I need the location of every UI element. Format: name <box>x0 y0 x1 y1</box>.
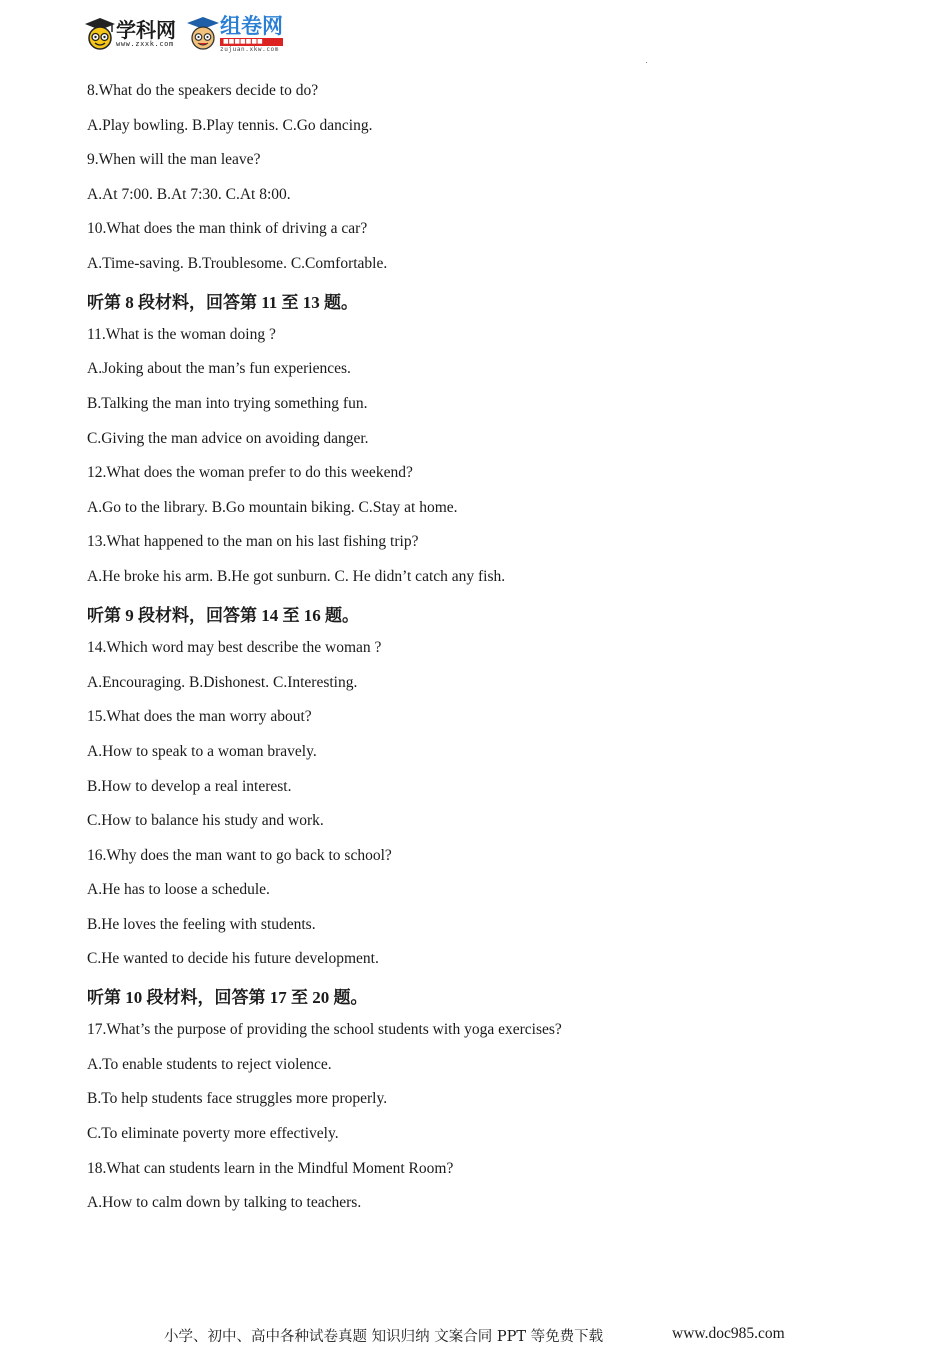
question-18: 18.What can students learn in the Mindful Moment Room? <box>87 1160 454 1177</box>
header-logos <box>84 14 283 54</box>
option-15a: A.How to speak to a woman bravely. <box>87 743 317 760</box>
zujuan-logo-url: zujuan.xkw.com <box>220 45 279 53</box>
zujuan-logo[interactable] <box>186 13 283 53</box>
options-14: A.Encouraging. B.Dishonest. C.Interesting. <box>87 674 358 691</box>
question-16: 16.Why does the man want to go back to school? <box>87 847 392 864</box>
option-15c: C.How to balance his study and work. <box>87 812 324 829</box>
option-16c: C.He wanted to decide his future development. <box>87 950 379 967</box>
option-17a: A.To enable students to reject violence. <box>87 1056 332 1073</box>
zujuan-logo-name: 组卷网 <box>220 13 283 38</box>
zujuan-logo-band: ■■■■■■■ <box>220 38 283 46</box>
options-8: A.Play bowling. B.Play tennis. C.Go dancing. <box>87 117 373 134</box>
footer-promo-text: 小学、初中、高中各种试卷真题 知识归纳 文案合同 PPT 等免费下载 <box>164 1329 604 1345</box>
question-11: 11.What is the woman doing ? <box>87 326 276 343</box>
section-heading-9: 听第 9 段材料，回答第 14 至 16 题。 <box>87 606 359 625</box>
zujuan-mascot-icon <box>186 16 220 52</box>
footer-site-link[interactable]: www.doc985.com <box>672 1325 785 1342</box>
options-13: A.He broke his arm. B.He got sunburn. C. He didn’t catch any fish. <box>87 568 506 585</box>
zxxk-logo[interactable] <box>84 17 176 51</box>
stray-dot <box>646 62 647 63</box>
question-14: 14.Which word may best describe the woman ? <box>87 639 382 656</box>
question-8: 8.What do the speakers decide to do? <box>87 82 319 99</box>
zxxk-mascot-icon <box>84 17 116 51</box>
section-heading-8: 听第 8 段材料，回答第 11 至 13 题。 <box>87 293 359 312</box>
zxxk-logo-url: www.zxxk.com <box>116 40 174 48</box>
section-heading-10: 听第 10 段材料，回答第 17 至 20 题。 <box>87 988 368 1007</box>
question-15: 15.What does the man worry about? <box>87 708 312 725</box>
question-13: 13.What happened to the man on his last fishing trip? <box>87 533 419 550</box>
zxxk-logo-name: 学科网 <box>116 18 176 42</box>
option-16b: B.He loves the feeling with students. <box>87 916 316 933</box>
question-17: 17.What’s the purpose of providing the school students with yoga exercises? <box>87 1021 562 1038</box>
option-11b: B.Talking the man into trying something fun. <box>87 395 368 412</box>
question-10: 10.What does the man think of driving a car? <box>87 220 368 237</box>
option-11a: A.Joking about the man’s fun experiences. <box>87 360 351 377</box>
question-12: 12.What does the woman prefer to do this weekend? <box>87 464 413 481</box>
question-9: 9.When will the man leave? <box>87 151 261 168</box>
options-9: A.At 7:00. B.At 7:30. C.At 8:00. <box>87 186 291 203</box>
option-17c: C.To eliminate poverty more effectively. <box>87 1125 339 1142</box>
option-16a: A.He has to loose a schedule. <box>87 881 270 898</box>
options-10: A.Time-saving. B.Troublesome. C.Comfortable. <box>87 255 388 272</box>
option-17b: B.To help students face struggles more properly. <box>87 1090 388 1107</box>
option-11c: C.Giving the man advice on avoiding danger. <box>87 430 369 447</box>
options-12: A.Go to the library. B.Go mountain biking. C.Stay at home. <box>87 499 458 516</box>
option-15b: B.How to develop a real interest. <box>87 778 292 795</box>
option-18a: A.How to calm down by talking to teachers. <box>87 1194 362 1211</box>
